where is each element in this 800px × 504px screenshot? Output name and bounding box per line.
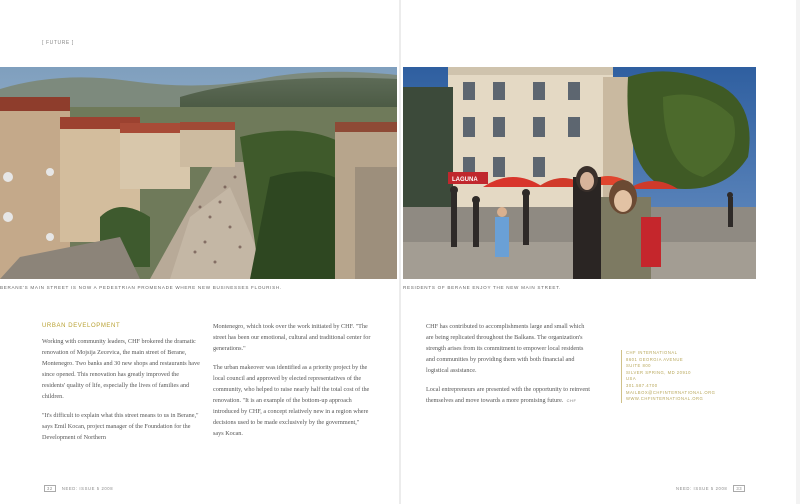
contact-email-link[interactable]: MAILBOX@CHFINTERNATIONAL.ORG [626,389,716,395]
contact-website-link[interactable]: WWW.CHFINTERNATIONAL.ORG [626,396,704,402]
footer-left [38,485,113,492]
article-column-2 [213,321,371,447]
laguna-sign: LAGUNA [452,177,478,183]
contact-block [621,350,746,403]
caption-left: BERANE'S MAIN STREET IS NOW A PEDESTRIAN PROMENADE WHERE NEW BUSINESSES FLOURISH. [0,285,282,290]
article-column-1 [42,321,200,451]
page-gutter [399,0,401,504]
paragraph: Montenegro, which took over the work initiated by CHF. "The street has been our emotional, cultural and traditional center for generations." [213,323,371,352]
main-street-aerial-photo [0,67,397,279]
closing-paragraph-text: Local entrepreneurs are presented with the opportunity to reinvent themselves and move towards a more promising future. [426,386,590,404]
contact-suite: SUITE 800 [626,363,651,369]
article-column-3 [426,321,591,414]
contact-phone: 301.587.4700 [626,382,658,388]
contact-address: 8601 GEORGIA AVENUE [626,356,684,362]
page-number-left: 32 [44,485,56,492]
residents-street-photo [403,67,756,279]
section-tag: [ FUTURE ] [42,40,74,46]
paragraph [426,384,591,406]
footer-right [676,485,751,492]
contact-city: SILVER SPRING, MD 20910 [626,369,691,375]
article-heading: URBAN DEVELOPMENT [42,323,121,329]
paragraph: The urban makeover was identified as a priority project by the local council and approved by elected representatives of the community, who helped to raise nearly half the total cost of the renovation. "It is an example of the bottom-up approach introduced by CHF, a concept relatively new in a region where decisions used to be made exclusively by the government," says Kocan. [213,364,370,437]
paragraph: Working with community leaders, CHF brokered the dramatic renovation of Mojsija Zecevica, the main street of Berane, Montenegro. Two banks and 30 new shops and restaurants have since opened. This renovation has greatly improved the residents' quality of life, especially the lives of families and children. [42,338,200,400]
paragraph: CHF has contributed to accomplishments large and small which are being replicated throughout the Balkans. The organization's strength arises from its commitment to empower local residents and communities by providing them with both financial and logistical assistance. [426,323,585,374]
caption-right: RESIDENTS OF BERANE ENJOY THE NEW MAIN STREET. [403,285,562,290]
footer-issue-right: NEED: ISSUE 5 2008 [676,486,728,491]
paragraph: "It's difficult to explain what this street means to us in Berane," says Emil Kocan, project manager of the Foundation for the Development of Northern [42,412,199,441]
end-mark: CHF [566,398,577,403]
contact-country: USA [626,376,637,382]
page-edge [796,0,800,504]
page-number-right: 33 [733,485,745,492]
contact-org: CHF INTERNATIONAL [626,350,678,355]
footer-issue-left: NEED: ISSUE 5 2008 [61,486,114,491]
